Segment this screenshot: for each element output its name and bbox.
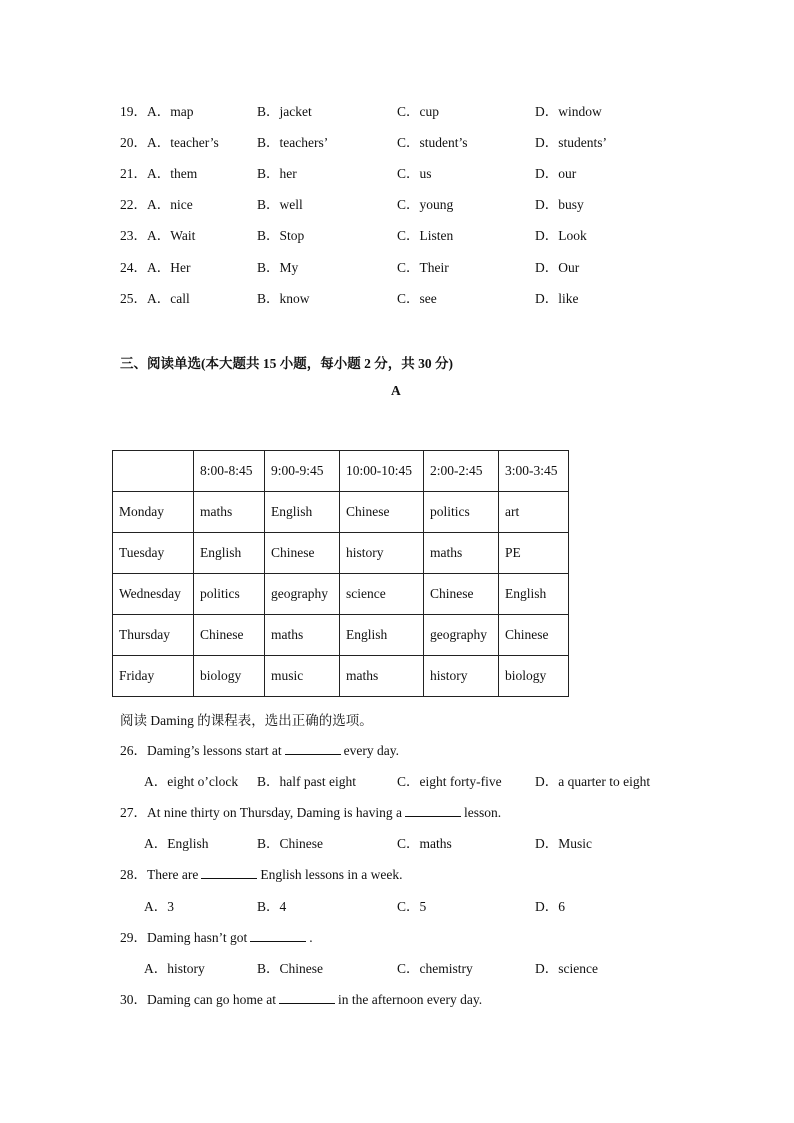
table-cell: English <box>194 533 265 574</box>
stem-text: 26．Daming’s lessons start at <box>120 743 282 758</box>
option-d: D．students’ <box>535 135 607 150</box>
option-b: B．know <box>257 291 310 306</box>
option-d: D．Our <box>535 260 580 275</box>
question-number: 24． <box>120 260 147 275</box>
stem-text: lesson. <box>463 805 502 820</box>
option-c: C．see <box>397 291 437 306</box>
option-a: A．Her <box>147 260 191 275</box>
answer-blank <box>405 803 461 817</box>
table-cell: English <box>265 492 340 533</box>
stem-text: every day. <box>343 743 399 758</box>
option-b: B．well <box>257 197 303 212</box>
table-row <box>113 656 569 697</box>
question-number: 25． <box>120 291 147 306</box>
question-stem <box>120 741 399 761</box>
table-header-cell: 3:00-3:45 <box>499 451 569 492</box>
stem-text: . <box>309 930 313 945</box>
table-header-cell: 2:00-2:45 <box>424 451 499 492</box>
question-number: 22． <box>120 197 147 212</box>
question-number: 20． <box>120 135 147 150</box>
answer-blank <box>201 865 257 879</box>
table-header-cell: 8:00-8:45 <box>194 451 265 492</box>
table-header-cell <box>113 451 194 492</box>
table-row <box>113 492 569 533</box>
option-c: C．us <box>397 166 432 181</box>
table-cell: politics <box>424 492 499 533</box>
table-cell: Thursday <box>113 615 194 656</box>
option-b: B．My <box>257 260 299 275</box>
table-cell: Monday <box>113 492 194 533</box>
question-stem <box>120 928 313 948</box>
stem-text: 30．Daming can go home at <box>120 992 276 1007</box>
table-header-row <box>113 451 569 492</box>
option-c: C．Listen <box>397 228 454 243</box>
table-row <box>113 615 569 656</box>
table-cell: Chinese <box>265 533 340 574</box>
option-d: D．Music <box>535 836 592 851</box>
stem-text: English lessons in a week. <box>260 867 403 882</box>
stem-text: 29．Daming hasn’t got <box>120 930 248 945</box>
option-a: A．Wait <box>147 228 196 243</box>
stem-text: 28．There are <box>120 867 199 882</box>
option-a: A．map <box>147 104 194 119</box>
reading-instruction: 阅读 Daming 的课程表，选出正确的选项。 <box>120 713 373 728</box>
table-cell: biology <box>194 656 265 697</box>
stem-text: in the afternoon every day. <box>337 992 483 1007</box>
option-a: A．history <box>144 961 205 976</box>
table-cell: art <box>499 492 569 533</box>
option-a: A．English <box>144 836 209 851</box>
option-c: C．5 <box>397 899 427 914</box>
table-cell: Chinese <box>499 615 569 656</box>
option-c: C．maths <box>397 836 452 851</box>
option-d: D．like <box>535 291 579 306</box>
table-cell: Chinese <box>194 615 265 656</box>
table-cell: English <box>340 615 424 656</box>
option-a: A．teacher’s <box>147 135 219 150</box>
option-b: B．jacket <box>257 104 312 119</box>
option-b: B．her <box>257 166 297 181</box>
option-c: C．student’s <box>397 135 468 150</box>
table-header-cell: 9:00-9:45 <box>265 451 340 492</box>
table-cell: Wednesday <box>113 574 194 615</box>
question-stem <box>120 865 402 885</box>
table-cell: biology <box>499 656 569 697</box>
question-stem <box>120 803 501 823</box>
option-b: B．Stop <box>257 228 305 243</box>
table-row <box>113 533 569 574</box>
table-cell: Friday <box>113 656 194 697</box>
option-b: B．teachers’ <box>257 135 329 150</box>
option-c: C．cup <box>397 104 439 119</box>
option-a: A．3 <box>144 899 174 914</box>
stem-text: 27．At nine thirty on Thursday, Daming is having a <box>120 805 402 820</box>
table-cell: Tuesday <box>113 533 194 574</box>
option-a: A．them <box>147 166 198 181</box>
table-row <box>113 574 569 615</box>
answer-blank <box>285 741 341 755</box>
option-d: D．window <box>535 104 602 119</box>
table-cell: geography <box>424 615 499 656</box>
table-cell: history <box>424 656 499 697</box>
section-heading: 三、阅读单选(本大题共 15 小题，每小题 2 分，共 30 分) <box>120 356 453 371</box>
option-c: C．eight forty-five <box>397 774 502 789</box>
option-c: C．chemistry <box>397 961 473 976</box>
option-c: C．young <box>397 197 454 212</box>
table-cell: maths <box>340 656 424 697</box>
option-c: C．Their <box>397 260 449 275</box>
timetable <box>112 450 569 697</box>
option-a: A．eight o’clock <box>144 774 239 789</box>
option-a: A．call <box>147 291 190 306</box>
option-d: D．science <box>535 961 598 976</box>
option-b: B．Chinese <box>257 961 323 976</box>
table-cell: maths <box>265 615 340 656</box>
option-b: B．4 <box>257 899 287 914</box>
table-cell: PE <box>499 533 569 574</box>
option-a: A．nice <box>147 197 193 212</box>
table-cell: maths <box>194 492 265 533</box>
table-cell: politics <box>194 574 265 615</box>
question-number: 19． <box>120 104 147 119</box>
answer-blank <box>250 928 306 942</box>
question-stem <box>120 990 482 1010</box>
option-d: D．busy <box>535 197 584 212</box>
passage-letter: A <box>391 383 401 398</box>
table-cell: geography <box>265 574 340 615</box>
table-cell: history <box>340 533 424 574</box>
table-cell: Chinese <box>340 492 424 533</box>
question-number: 23． <box>120 228 147 243</box>
option-d: D．our <box>535 166 577 181</box>
table-cell: Chinese <box>424 574 499 615</box>
option-b: B．Chinese <box>257 836 323 851</box>
table-cell: science <box>340 574 424 615</box>
table-cell: maths <box>424 533 499 574</box>
option-d: D．Look <box>535 228 587 243</box>
option-b: B．half past eight <box>257 774 356 789</box>
answer-blank <box>279 990 335 1004</box>
option-d: D．6 <box>535 899 565 914</box>
table-cell: English <box>499 574 569 615</box>
table-cell: music <box>265 656 340 697</box>
question-number: 21． <box>120 166 147 181</box>
table-header-cell: 10:00-10:45 <box>340 451 424 492</box>
option-d: D．a quarter to eight <box>535 774 651 789</box>
